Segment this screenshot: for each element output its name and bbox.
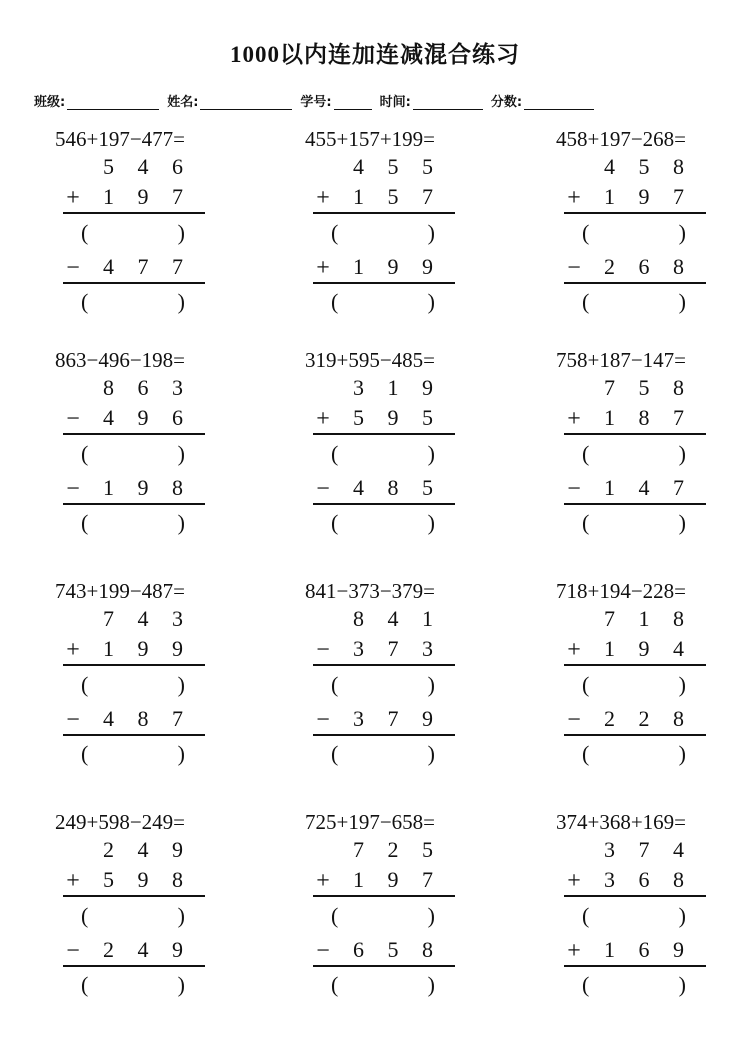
operand-digits: 8 4 1 (353, 606, 442, 631)
answer-blank-2[interactable] (81, 972, 185, 998)
problem-block (556, 127, 750, 317)
right-paren: ) (678, 672, 686, 697)
left-paren: ( (81, 903, 89, 928)
problem-block (305, 810, 505, 1000)
operand-digits: 7 5 8 (604, 375, 693, 400)
problem-expression: 725+197−658= (305, 810, 436, 834)
answer-blank-1[interactable] (81, 441, 185, 467)
operand-row-1 (63, 154, 205, 182)
problem-expression: 718+194−228= (556, 579, 687, 603)
operand-row-2 (564, 184, 706, 214)
right-paren: ) (427, 972, 435, 997)
operand-digits: 1 9 8 (103, 475, 192, 500)
time-blank[interactable] (413, 95, 483, 110)
operand-row-2 (564, 405, 706, 435)
right-paren: ) (678, 441, 686, 466)
problem-expression: 374+368+169= (556, 810, 687, 834)
left-paren: ( (331, 441, 339, 466)
score-label: 分数: (490, 95, 523, 110)
left-paren: ( (81, 741, 89, 766)
operand-digits: 1 9 4 (604, 636, 693, 661)
problem-expression: 743+199−487= (55, 579, 186, 603)
time-label: 时间: (379, 95, 411, 110)
operand-digits: 4 8 7 (103, 706, 192, 731)
answer-blank-2[interactable] (582, 289, 686, 315)
operand-row-1 (313, 375, 455, 403)
operand-row-3 (63, 475, 205, 505)
right-paren: ) (678, 972, 686, 997)
right-paren: ) (177, 441, 185, 466)
operand-row-2 (313, 184, 455, 214)
operator-sign: + (316, 868, 330, 894)
answer-blank-1[interactable] (331, 441, 435, 467)
answer-blank-2[interactable] (331, 510, 435, 536)
operand-digits: 8 6 3 (103, 375, 192, 400)
left-paren: ( (582, 903, 590, 928)
left-paren: ( (331, 972, 339, 997)
operand-row-1 (63, 837, 205, 865)
operand-row-2 (564, 636, 706, 666)
answer-blank-1[interactable] (331, 672, 435, 698)
problem-block (556, 810, 750, 1000)
operand-digits: 4 7 7 (103, 254, 192, 279)
answer-blank-1[interactable] (81, 672, 185, 698)
problem-block (305, 348, 505, 538)
operator-sign: + (567, 938, 581, 964)
operator-sign: + (316, 406, 330, 432)
operand-digits: 2 6 8 (604, 254, 693, 279)
answer-blank-2[interactable] (582, 741, 686, 767)
answer-blank-1[interactable] (81, 220, 185, 246)
operator-sign: + (316, 185, 330, 211)
operator-sign: − (316, 637, 330, 663)
operand-digits: 1 9 7 (604, 184, 693, 209)
answer-blank-2[interactable] (81, 741, 185, 767)
left-paren: ( (582, 220, 590, 245)
operand-row-2 (63, 867, 205, 897)
answer-blank-1[interactable] (582, 672, 686, 698)
left-paren: ( (582, 741, 590, 766)
operand-digits: 2 2 8 (604, 706, 693, 731)
operator-sign: + (567, 637, 581, 663)
problem-expression: 319+595−485= (305, 348, 436, 372)
operand-row-3 (313, 475, 455, 505)
left-paren: ( (81, 510, 89, 535)
problem-expression: 458+197−268= (556, 127, 687, 151)
problem-block (305, 579, 505, 769)
operand-row-2 (313, 636, 455, 666)
operand-row-2 (63, 184, 205, 214)
left-paren: ( (331, 510, 339, 535)
left-paren: ( (331, 903, 339, 928)
operator-sign: + (66, 185, 80, 211)
operand-digits: 1 9 9 (353, 254, 442, 279)
operand-row-3 (313, 706, 455, 736)
operand-digits: 1 8 7 (604, 405, 693, 430)
left-paren: ( (582, 289, 590, 314)
operand-digits: 7 2 5 (353, 837, 442, 862)
operand-row-1 (564, 154, 706, 182)
operand-row-1 (63, 606, 205, 634)
operand-row-3 (564, 937, 706, 967)
right-paren: ) (678, 289, 686, 314)
answer-blank-2[interactable] (81, 289, 185, 315)
name-blank[interactable] (200, 95, 292, 110)
number-field[interactable] (300, 91, 371, 110)
answer-blank-2[interactable] (331, 289, 435, 315)
right-paren: ) (177, 510, 185, 535)
score-field[interactable] (491, 91, 594, 110)
operand-row-1 (564, 375, 706, 403)
operand-row-3 (63, 706, 205, 736)
operand-digits: 7 4 3 (103, 606, 192, 631)
operator-sign: − (567, 476, 581, 502)
operand-digits: 3 6 8 (604, 867, 693, 892)
left-paren: ( (331, 672, 339, 697)
operator-sign: + (567, 185, 581, 211)
right-paren: ) (427, 903, 435, 928)
right-paren: ) (177, 972, 185, 997)
operand-digits: 6 5 8 (353, 937, 442, 962)
problem-expression: 841−373−379= (305, 579, 436, 603)
operand-row-2 (564, 867, 706, 897)
page-title: 1000以内连加连减混合练习 (230, 42, 520, 67)
problem-expression: 863−496−198= (55, 348, 186, 372)
left-paren: ( (331, 741, 339, 766)
problem-expression: 758+187−147= (556, 348, 687, 372)
operand-row-3 (564, 254, 706, 284)
operand-digits: 4 5 5 (353, 154, 442, 179)
operand-digits: 1 6 9 (604, 937, 693, 962)
operand-digits: 3 1 9 (353, 375, 442, 400)
left-paren: ( (81, 289, 89, 314)
operand-digits: 5 4 6 (103, 154, 192, 179)
left-paren: ( (582, 510, 590, 535)
left-paren: ( (81, 220, 89, 245)
right-paren: ) (427, 220, 435, 245)
answer-blank-2[interactable] (331, 741, 435, 767)
answer-blank-1[interactable] (331, 220, 435, 246)
right-paren: ) (427, 741, 435, 766)
operand-row-2 (313, 867, 455, 897)
right-paren: ) (177, 289, 185, 314)
operand-digits: 1 5 7 (353, 184, 442, 209)
operand-digits: 1 9 9 (103, 636, 192, 661)
operand-digits: 5 9 8 (103, 867, 192, 892)
answer-blank-1[interactable] (582, 441, 686, 467)
operand-row-2 (313, 405, 455, 435)
operator-sign: − (66, 255, 80, 281)
time-field[interactable] (380, 91, 483, 110)
answer-blank-2[interactable] (582, 972, 686, 998)
operand-row-3 (63, 937, 205, 967)
operand-digits: 5 9 5 (353, 405, 442, 430)
student-info-row (34, 88, 730, 110)
operand-digits: 3 7 9 (353, 706, 442, 731)
operand-row-2 (63, 636, 205, 666)
number-blank[interactable] (334, 95, 372, 110)
operand-digits: 3 7 4 (604, 837, 693, 862)
operand-row-1 (63, 375, 205, 403)
operand-digits: 3 7 3 (353, 636, 442, 661)
right-paren: ) (427, 510, 435, 535)
operand-digits: 1 4 7 (604, 475, 693, 500)
operator-sign: + (316, 255, 330, 281)
operand-row-1 (313, 606, 455, 634)
operator-sign: + (567, 406, 581, 432)
operator-sign: − (567, 255, 581, 281)
operand-row-1 (313, 154, 455, 182)
problem-expression: 546+197−477= (55, 127, 186, 151)
left-paren: ( (81, 672, 89, 697)
right-paren: ) (427, 441, 435, 466)
right-paren: ) (427, 672, 435, 697)
operand-row-2 (63, 405, 205, 435)
answer-blank-1[interactable] (582, 903, 686, 929)
left-paren: ( (331, 220, 339, 245)
answer-blank-1[interactable] (81, 903, 185, 929)
name-field[interactable] (167, 91, 292, 110)
class-blank[interactable] (67, 95, 159, 110)
operand-row-3 (564, 475, 706, 505)
operator-sign: + (66, 868, 80, 894)
problem-block (55, 810, 255, 1000)
left-paren: ( (582, 441, 590, 466)
problem-expression: 455+157+199= (305, 127, 436, 151)
number-label: 学号: (300, 95, 332, 110)
right-paren: ) (678, 741, 686, 766)
left-paren: ( (582, 972, 590, 997)
operator-sign: − (316, 476, 330, 502)
operand-row-3 (313, 254, 455, 284)
operand-digits: 4 8 5 (353, 475, 442, 500)
class-label: 班级: (34, 95, 66, 110)
left-paren: ( (331, 289, 339, 314)
operand-digits: 2 4 9 (103, 937, 192, 962)
operand-digits: 1 9 7 (103, 184, 192, 209)
operand-row-3 (63, 254, 205, 284)
operator-sign: + (66, 637, 80, 663)
operand-digits: 4 9 6 (103, 405, 192, 430)
problem-expression: 249+598−249= (55, 810, 186, 834)
operator-sign: − (66, 938, 80, 964)
left-paren: ( (81, 972, 89, 997)
left-paren: ( (81, 441, 89, 466)
operator-sign: − (567, 707, 581, 733)
problem-block (556, 579, 750, 769)
operator-sign: − (316, 938, 330, 964)
operand-row-1 (564, 606, 706, 634)
problem-block (55, 348, 255, 538)
operator-sign: − (66, 707, 80, 733)
answer-blank-2[interactable] (81, 510, 185, 536)
score-blank[interactable] (524, 95, 594, 110)
name-label: 姓名: (167, 95, 199, 110)
operator-sign: − (316, 707, 330, 733)
operand-digits: 4 5 8 (604, 154, 693, 179)
right-paren: ) (427, 289, 435, 314)
operand-digits: 2 4 9 (103, 837, 192, 862)
problem-block (55, 579, 255, 769)
operand-row-3 (564, 706, 706, 736)
operator-sign: − (66, 476, 80, 502)
operand-row-3 (313, 937, 455, 967)
answer-blank-2[interactable] (331, 972, 435, 998)
operand-digits: 7 1 8 (604, 606, 693, 631)
operand-row-1 (564, 837, 706, 865)
right-paren: ) (678, 220, 686, 245)
right-paren: ) (678, 510, 686, 535)
answer-blank-1[interactable] (582, 220, 686, 246)
answer-blank-2[interactable] (582, 510, 686, 536)
operator-sign: − (66, 406, 80, 432)
problem-block (556, 348, 750, 538)
right-paren: ) (177, 903, 185, 928)
problem-block (305, 127, 505, 317)
left-paren: ( (582, 672, 590, 697)
right-paren: ) (678, 903, 686, 928)
operand-digits: 1 9 7 (353, 867, 442, 892)
operand-row-1 (313, 837, 455, 865)
right-paren: ) (177, 741, 185, 766)
right-paren: ) (177, 220, 185, 245)
problem-block (55, 127, 255, 317)
answer-blank-1[interactable] (331, 903, 435, 929)
operator-sign: + (567, 868, 581, 894)
right-paren: ) (177, 672, 185, 697)
class-field[interactable] (34, 91, 159, 110)
